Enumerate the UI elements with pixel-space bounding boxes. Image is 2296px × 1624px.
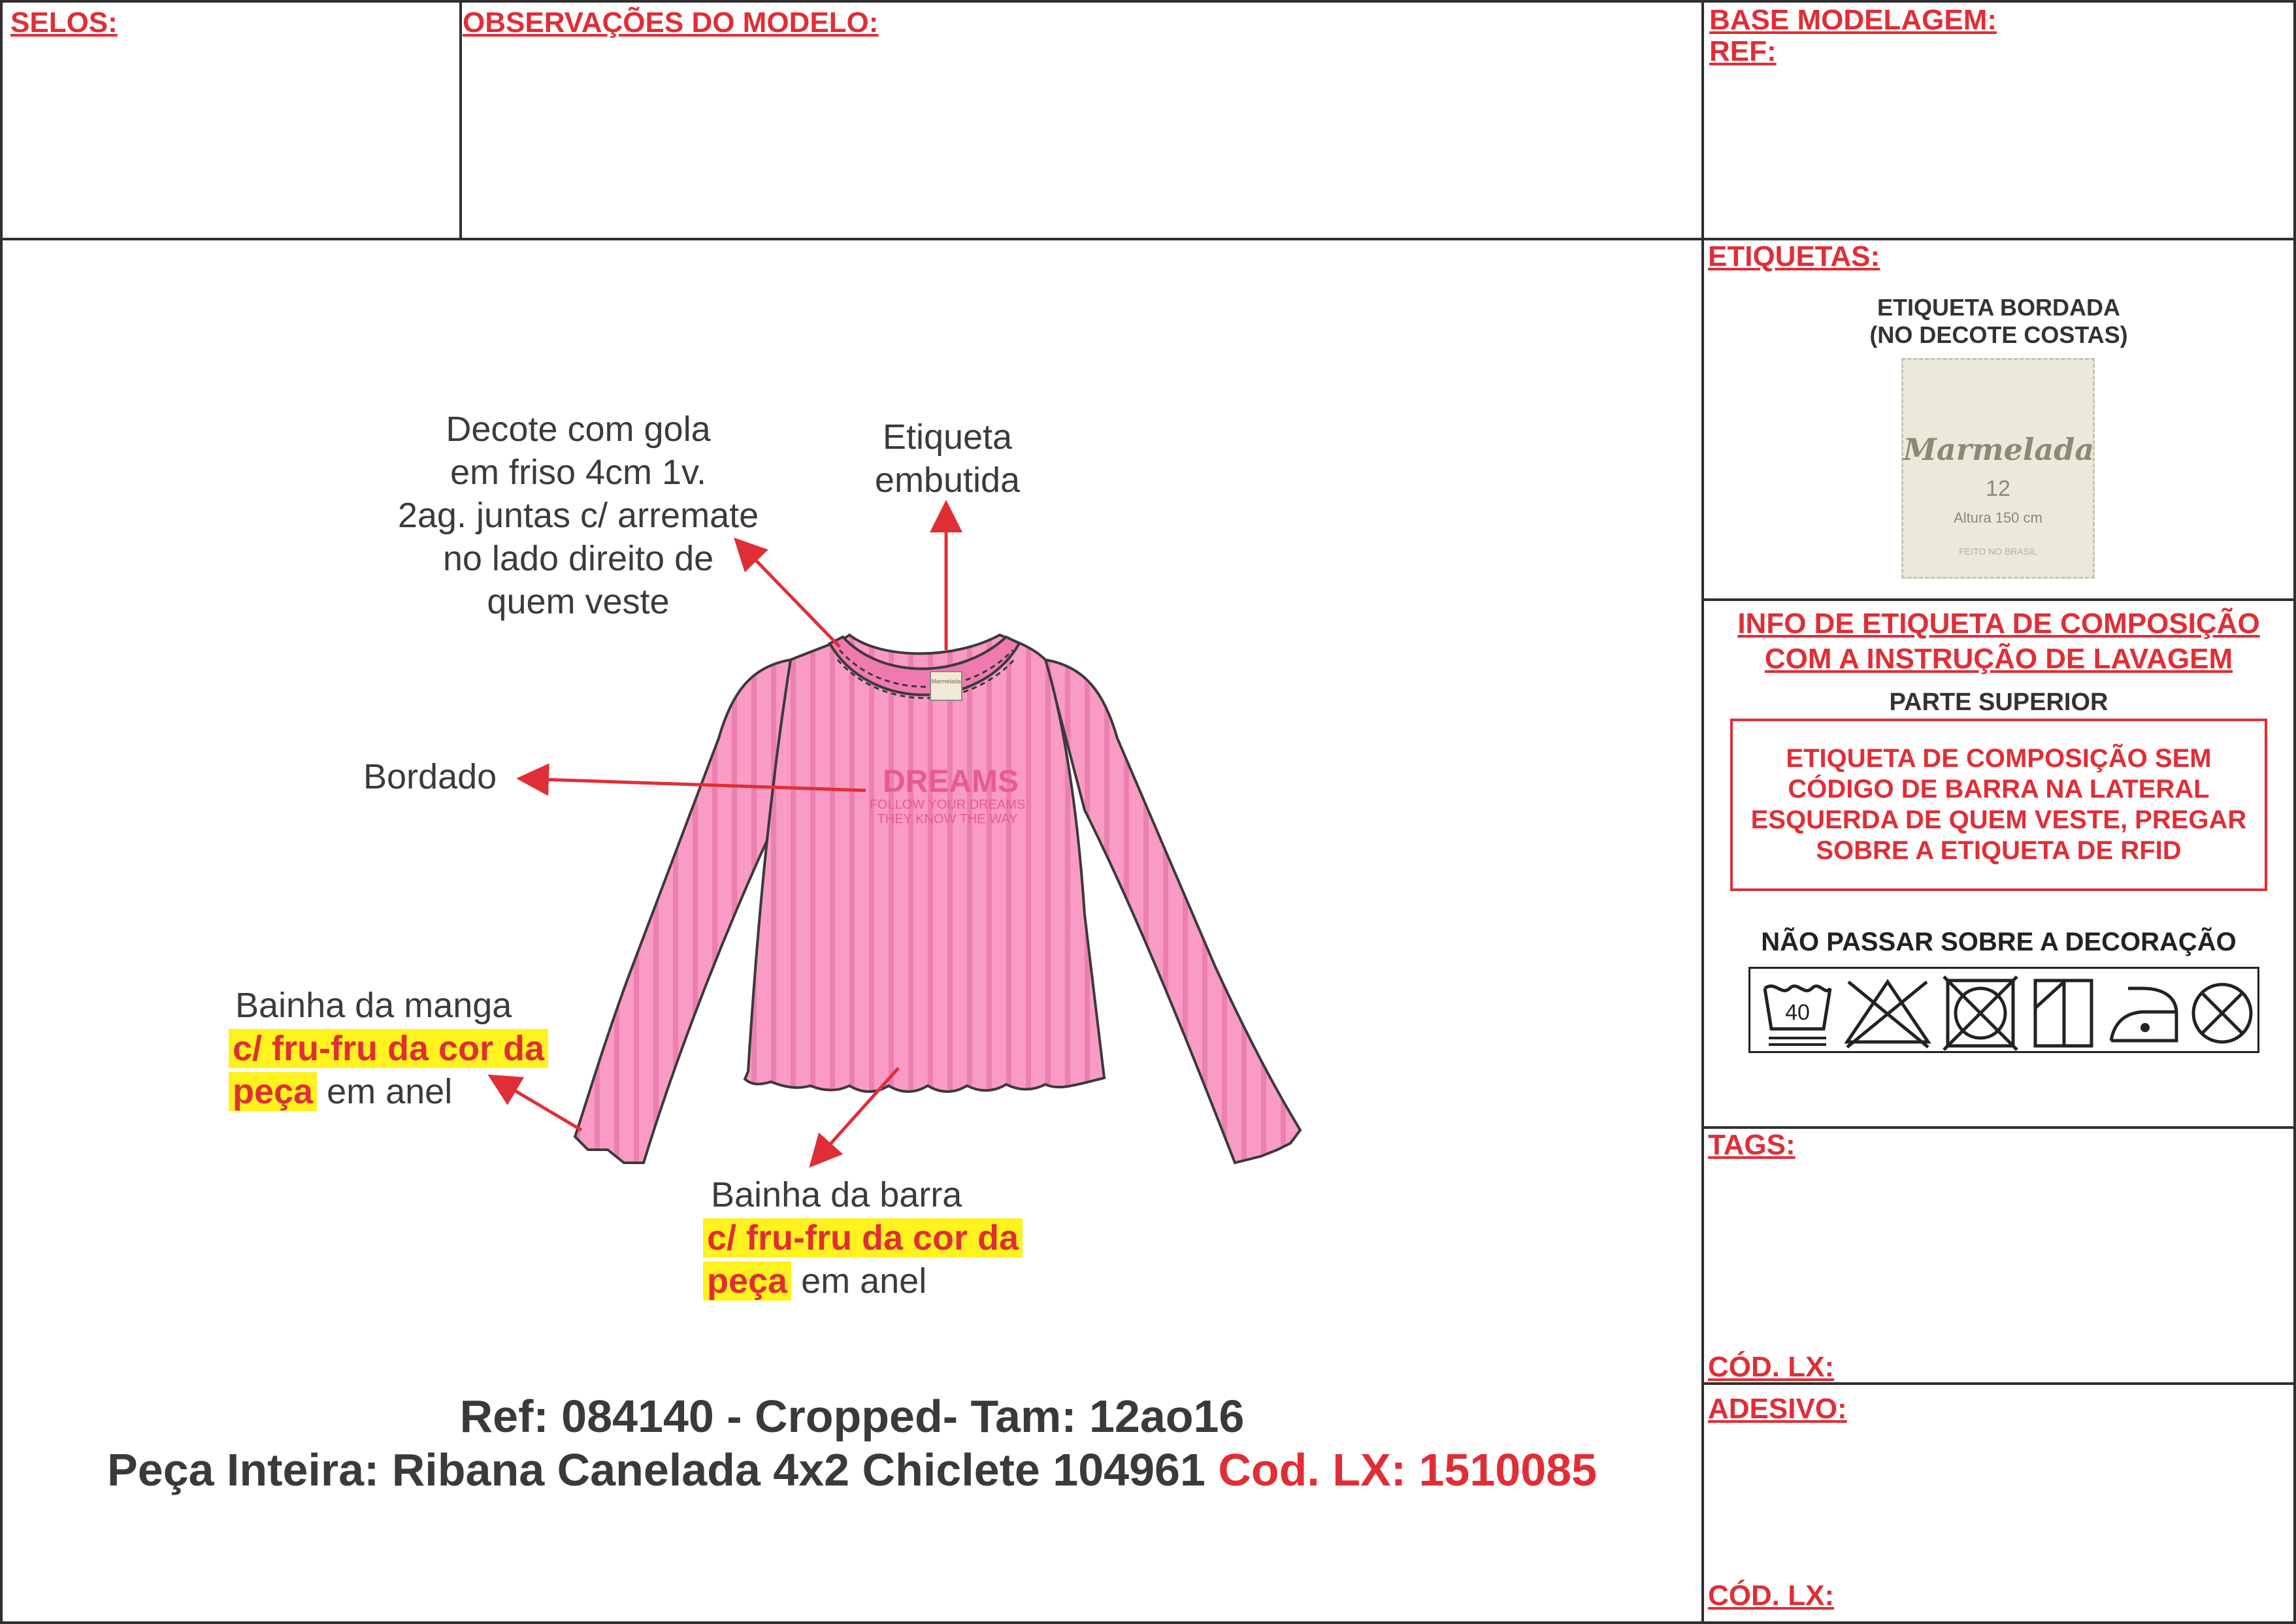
etiqueta-bordada-caption: ETIQUETA BORDADA (NO DECOTE COSTAS) xyxy=(1869,294,2128,348)
composicao-title: INFO DE ETIQUETA DE COMPOSIÇÃO COM A INSTRUÇÃO DE LAVAGEM xyxy=(1737,608,2260,675)
callout-bordado: Bordado xyxy=(363,757,497,796)
dry-flat-icon xyxy=(2035,981,2091,1046)
parte-superior: PARTE SUPERIOR xyxy=(1889,689,2108,716)
callout-manga xyxy=(229,984,548,1113)
callout-manga-highlight1: c/ fru-fru da cor da xyxy=(229,1029,548,1068)
reference-code: Cod. LX: 1510085 xyxy=(1218,1444,1597,1495)
shirt-print-line2: THEY KNOW THE WAY xyxy=(877,812,1018,826)
woven-label-height: Altura 150 cm xyxy=(1954,510,2042,526)
left-sleeve xyxy=(575,660,791,1163)
callout-manga-line1: Bainha da manga xyxy=(235,986,512,1025)
tags-cod-lx: CÓD. LX: xyxy=(1708,1351,1835,1383)
base-modelagem-title: BASE MODELAGEM: xyxy=(1709,4,1997,36)
ref-title: REF: xyxy=(1709,35,1777,67)
no-bleach-icon xyxy=(1847,982,1928,1047)
wash-40-icon xyxy=(1765,986,1830,1045)
woven-label-size: 12 xyxy=(1986,476,2010,501)
callout-manga-highlight2: peça xyxy=(229,1072,317,1111)
svg-text:Marmelada: Marmelada xyxy=(931,678,961,685)
composicao-instruction-box: ETIQUETA DE COMPOSIÇÃO SEM CÓDIGO DE BARRA NA LATERAL ESQUERDA DE QUEM VESTE, PREGAR SOBRE A ETIQUETA DE RFID xyxy=(1730,719,2267,891)
callout-barra-highlight2: peça xyxy=(703,1261,791,1301)
no-dry-clean-icon xyxy=(2193,984,2251,1042)
callout-etiqueta: Etiqueta embutida xyxy=(874,417,1021,500)
adesivo-cod-lx: CÓD. LX: xyxy=(1708,1580,1835,1612)
woven-label-footer: FEITO NO BRASIL xyxy=(1959,546,2037,557)
svg-text:40: 40 xyxy=(1785,1000,1810,1025)
woven-label xyxy=(1901,358,2095,579)
etiquetas-title: ETIQUETAS: xyxy=(1708,240,1880,272)
shirt-print-main: DREAMS xyxy=(882,764,1019,799)
reference-line-2: Peça Inteira: Ribana Canelada 4x2 Chiclete 104961 Cod. LX: 1510085 xyxy=(107,1444,1597,1495)
callout-barra-highlight1: c/ fru-fru da cor da xyxy=(703,1218,1023,1258)
tags-title: TAGS: xyxy=(1708,1129,1796,1161)
shirt-print-line1: FOLLOW YOUR DREAMS xyxy=(869,798,1026,812)
woven-label-brand: Marmelada xyxy=(1903,432,2095,467)
callout-manga-tail: em anel xyxy=(317,1072,453,1111)
observacoes-title: OBSERVAÇÕES DO MODELO: xyxy=(463,7,879,39)
reference-line-1: Ref: 084140 - Cropped- Tam: 12ao16 xyxy=(459,1391,1245,1442)
neck-label xyxy=(930,672,962,700)
adesivo-title: ADESIVO: xyxy=(1708,1393,1847,1425)
selos-title: SELOS: xyxy=(10,7,118,39)
callout-barra-line1: Bainha da barra xyxy=(711,1175,962,1214)
no-tumble-dry-icon xyxy=(1944,977,2017,1050)
callout-barra xyxy=(703,1173,1023,1303)
iron-low-icon xyxy=(2111,988,2176,1041)
callout-decote: Decote com gola em friso 4cm 1v. 2ag. juntas c/ arremate no lado direito de quem veste xyxy=(397,410,759,621)
no-iron-decoration-warning: NÃO PASSAR SOBRE A DECORAÇÃO xyxy=(1761,928,2237,956)
shirt-body xyxy=(745,635,1104,1092)
callout-barra-tail: em anel xyxy=(791,1261,927,1301)
care-symbols-strip xyxy=(1748,967,2259,1053)
